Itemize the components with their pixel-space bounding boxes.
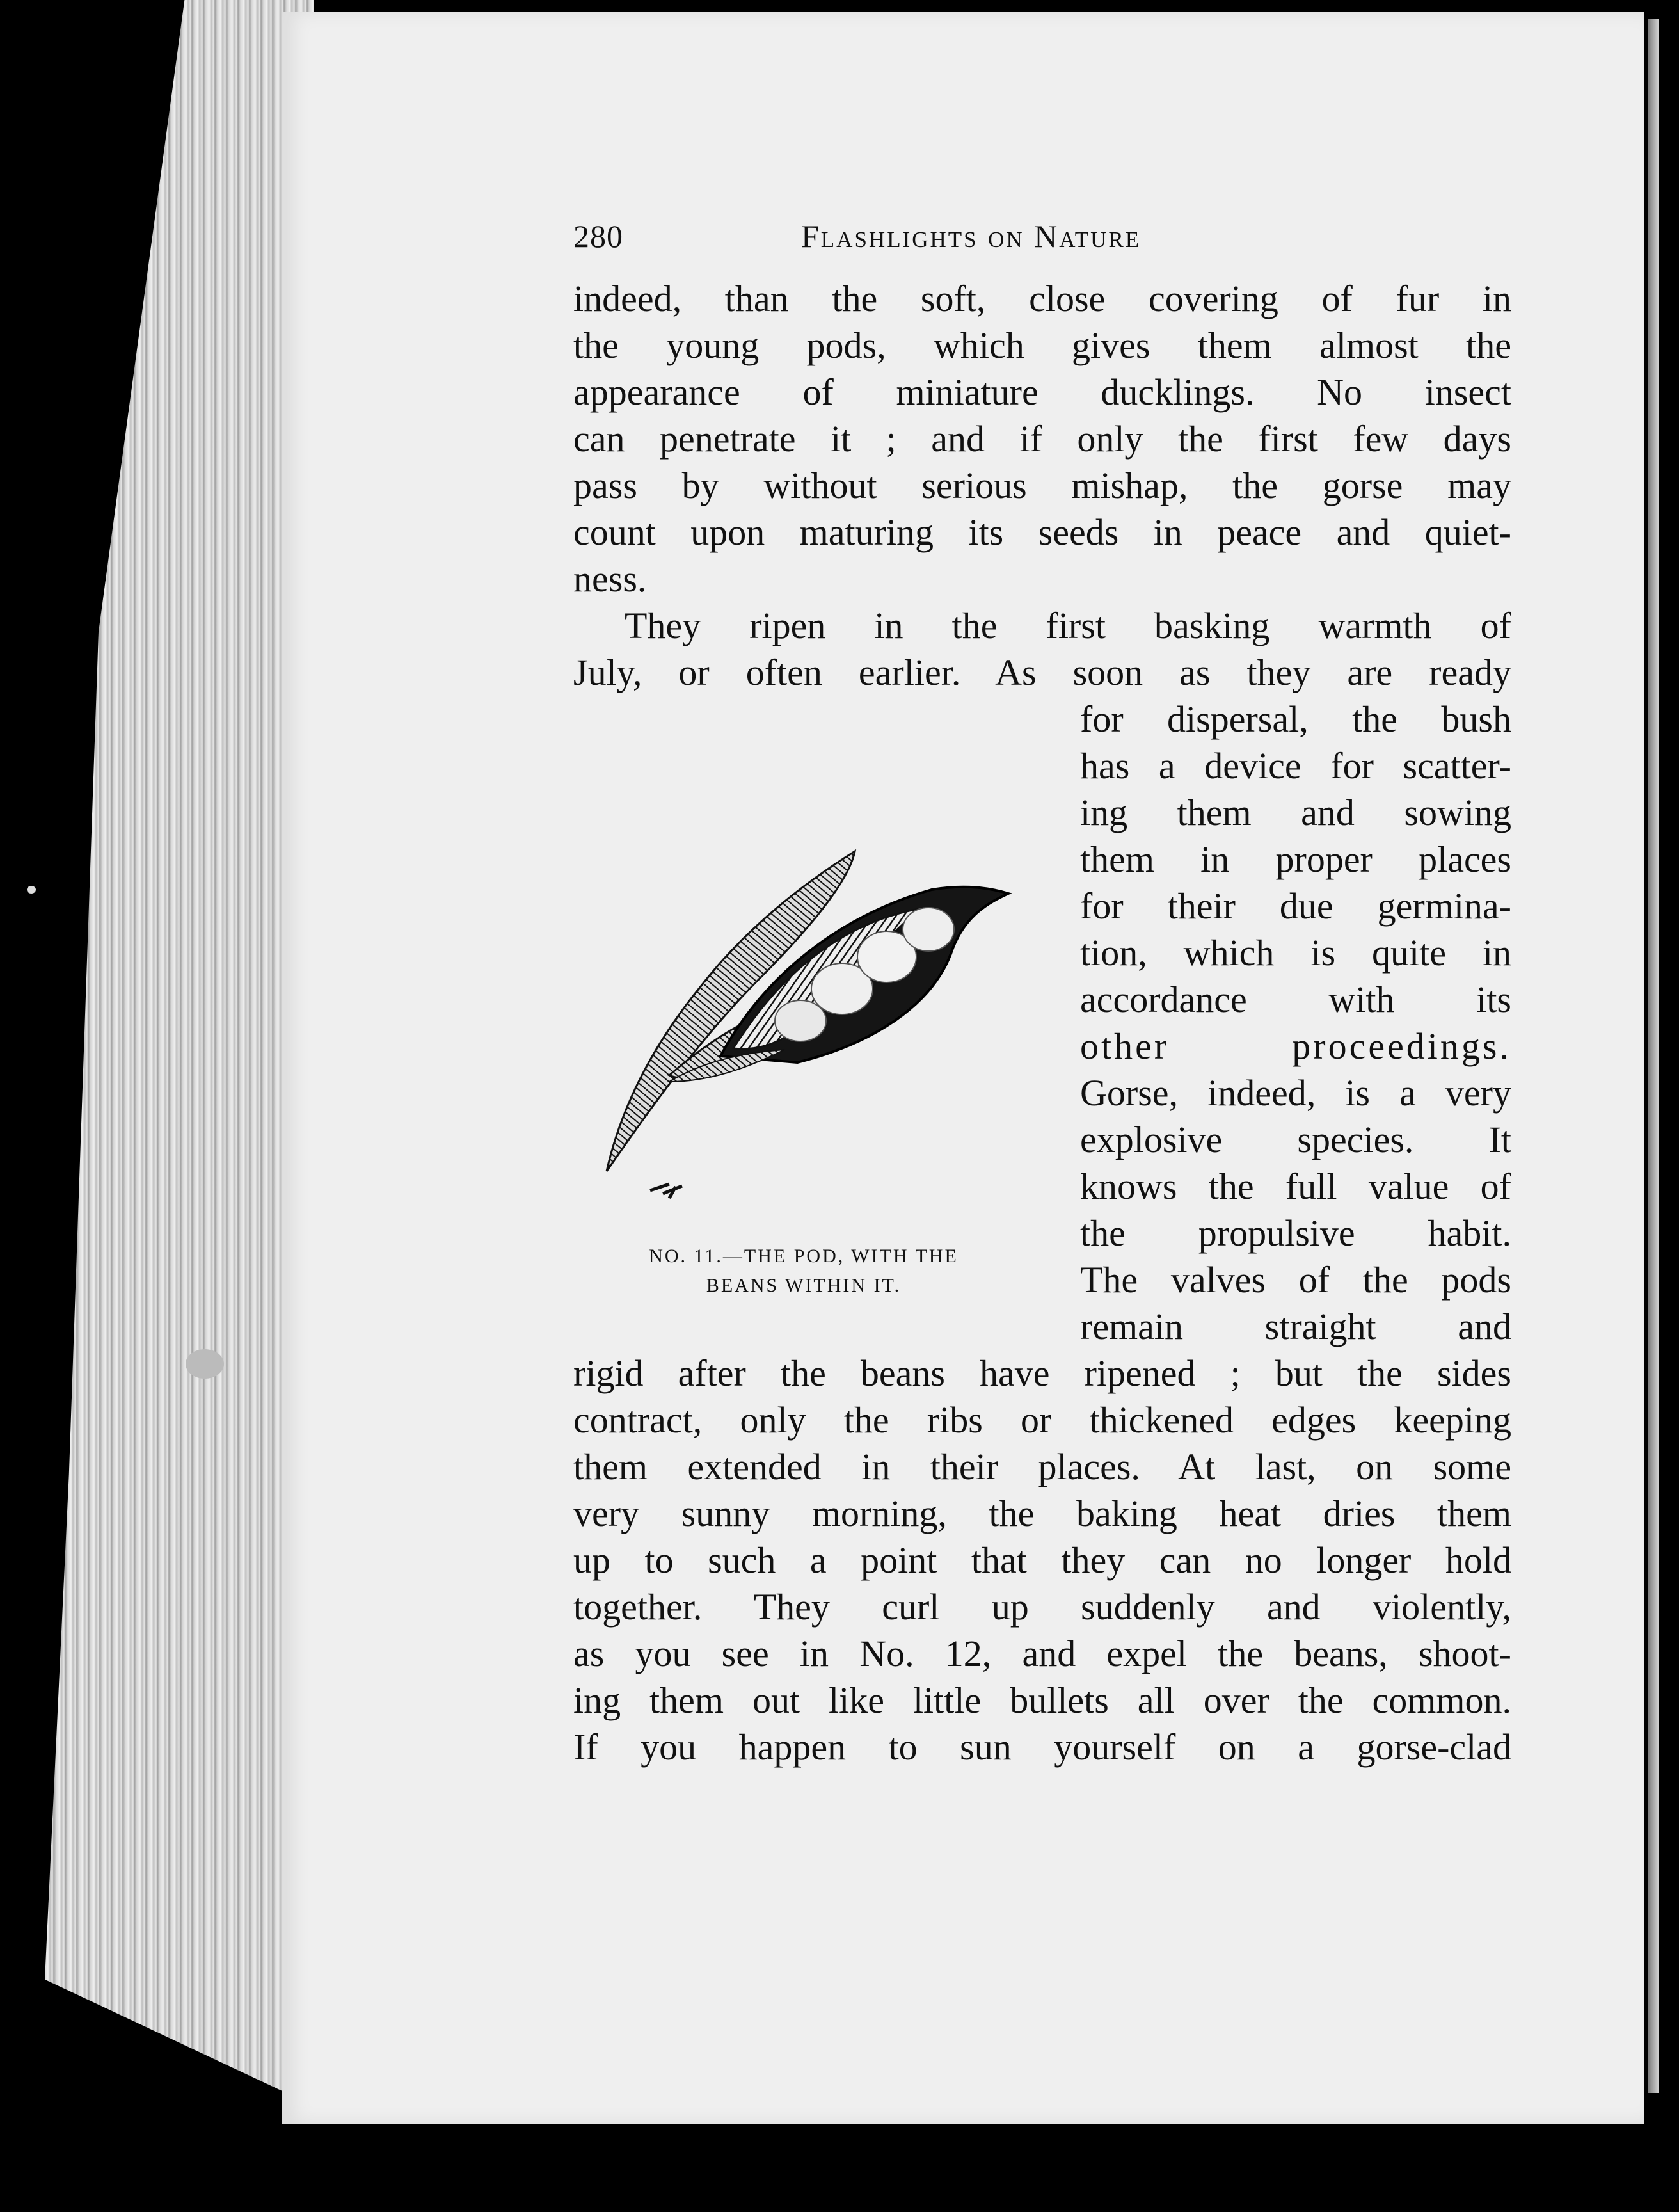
text-line: ing them out like little bullets all over the common. (573, 1679, 1511, 1721)
gorse-pod-illustration (573, 762, 1034, 1222)
text-line: indeed, than the soft, close covering of fur in (573, 278, 1511, 319)
text-line: July, or often earlier. As soon as they are ready (573, 652, 1511, 693)
page-number: 280 (573, 218, 623, 254)
dust-speck (186, 1349, 224, 1379)
text-line: count upon maturing its seeds in peace and quiet- (573, 511, 1511, 553)
text-line: other proceedings. (1080, 1025, 1511, 1067)
text-line: knows the full value of (1080, 1166, 1511, 1207)
text-line: remain straight and (1080, 1306, 1511, 1347)
text-line: up to such a point that they can no longer hold (573, 1539, 1511, 1581)
text-line: If you happen to sun yourself on a gorse-clad (573, 1726, 1511, 1768)
text-line: them extended in their places. At last, on some (573, 1446, 1511, 1487)
caption-line: NO. 11.—THE POD, WITH THE (649, 1246, 959, 1267)
page-edges-stack (45, 0, 314, 2106)
text-line: They ripen in the first basking warmth of (625, 605, 1511, 646)
text-line: them in proper places (1080, 838, 1511, 880)
page-right-edge (1648, 19, 1659, 2093)
text-line: The valves of the pods (1080, 1259, 1511, 1301)
figure-caption (573, 1242, 1034, 1301)
text-line: the propulsive habit. (1080, 1212, 1511, 1254)
text-line: together. They curl up suddenly and violently, (573, 1586, 1511, 1628)
text-line: rigid after the beans have ripened ; but the sides (573, 1352, 1511, 1394)
text-line: Gorse, indeed, is a very (1080, 1072, 1511, 1114)
text-line: the young pods, which gives them almost the (573, 325, 1511, 366)
dust-speck (27, 886, 36, 894)
text-line: appearance of miniature ducklings. No insect (573, 371, 1511, 413)
text-line: ness. (573, 558, 647, 600)
text-line: for their due germina- (1080, 885, 1511, 927)
text-line: explosive species. It (1080, 1119, 1511, 1160)
text-line: pass by without serious mishap, the gorse may (573, 465, 1511, 506)
text-line: as you see in No. 12, and expel the beans, shoot- (573, 1633, 1511, 1674)
running-head (573, 218, 1511, 275)
text-line: tion, which is quite in (1080, 932, 1511, 974)
text-line: for dispersal, the bush (1080, 698, 1511, 740)
text-line: accordance with its (1080, 979, 1511, 1020)
text-line: can penetrate it ; and if only the first few days (573, 418, 1511, 460)
text-line: very sunny morning, the baking heat dries them (573, 1493, 1511, 1534)
caption-line: BEANS WITHIN IT. (706, 1275, 902, 1296)
running-title: Flashlights on Nature (801, 218, 1142, 254)
text-line: has a device for scatter- (1080, 745, 1511, 787)
text-line: ing them and sowing (1080, 792, 1511, 833)
text-line: contract, only the ribs or thickened edges keeping (573, 1399, 1511, 1441)
